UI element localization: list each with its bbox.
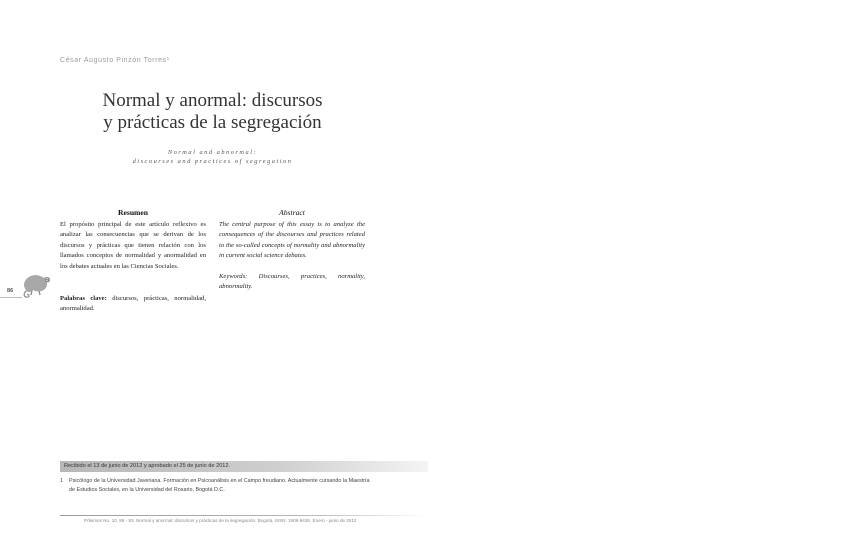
resumen-text: El propósito principal de este artículo reflexivo es analizar las consecuencias que se derivan de los discursos y prácticas que tienen relación con los llamados conceptos de normalidad y anormalidad en los debates actuales en las Ciencias Sociales. [60,221,206,270]
footnote-number: 1 [60,478,63,484]
article-title [60,90,365,134]
article-subtitle-line-2: discourses and practices of segregation [132,158,293,165]
footer-rule [60,515,428,516]
page-footer: Pólemos No. 10, 86 - 93. Normal y anormal: discursos y prácticas de la segregación. Bogotá, ISSN: 1909-9436. Enero - junio de 2012 [84,518,357,523]
abstract-heading: Abstract [279,208,305,217]
abstract-keywords-label: Keywords: [219,273,248,280]
article-subtitle [60,148,365,166]
page-number-rule [0,297,22,298]
article-subtitle-line-1: Normal and abnormal: [167,149,258,156]
abstract-keywords-values: Discourses, practices, normality, abnormality. [219,273,365,291]
resumen-heading: Resumen [118,208,148,217]
resumen-keywords [60,294,206,315]
article-title-line-1: Normal y anormal: discursos [102,90,323,111]
article-title-line-2: y prácticas de la segregación [103,112,322,133]
abstract-keywords [219,272,365,293]
resumen-keywords-label: Palabras clave: [60,295,107,302]
abstract-text: The central purpose of this essay is to analyze the consequences of the discourses and practices related to the so-called concepts of normality and abnormality in current social science debates. [219,221,365,260]
chameleon-icon [18,266,52,300]
received-date-bar: Recibido el 13 de junio de 2012 y aprobado el 25 de junio de 2012. [60,461,428,472]
resumen-keywords-values: discursos, prácticas, normalidad, anormalidad. [60,295,206,313]
footnote [60,477,370,495]
footnote-text: Psicólogo de la Universidad Javeriana. Formación en Psicoanálisis en el Campo freudiano. Actualmente cursando la Maestría de Estudios Sociales, en la Universidad del Rosario, Bogotá D.C. [69,478,370,493]
page-number: 86 [7,288,14,294]
running-header-author: César Augusto Pinzón Torres¹ [60,57,170,64]
